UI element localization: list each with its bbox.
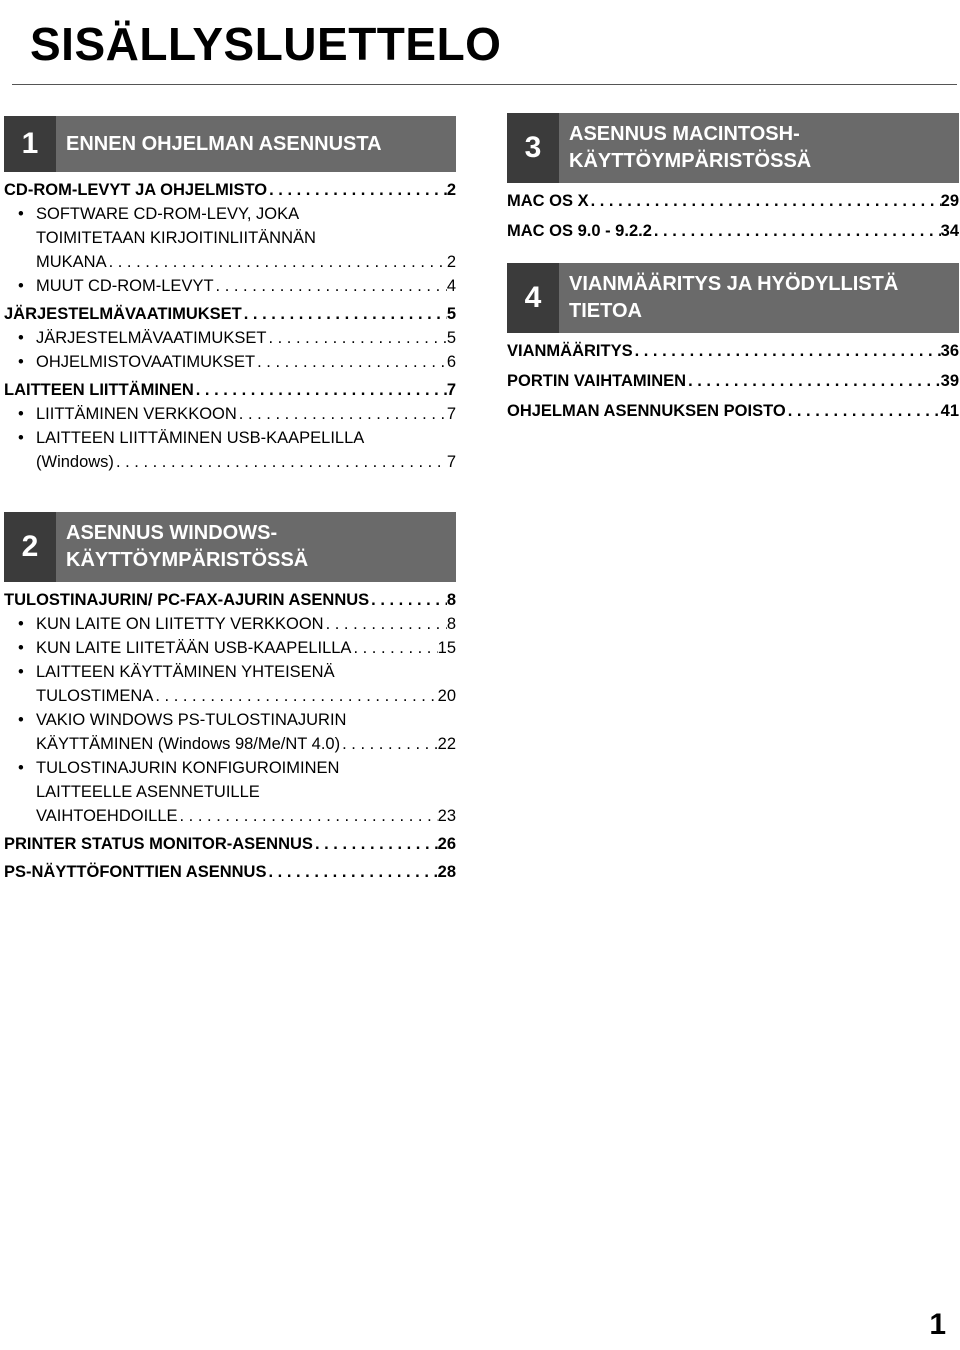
- section-4: [507, 263, 959, 423]
- toc-sub-entry[interactable]: [4, 708, 456, 756]
- toc-entry-text: TULOSTINAJURIN/ PC-FAX-AJURIN ASENNUS: [4, 591, 370, 609]
- toc-entry-text: • OHJELMISTOVAATIMUKSET: [36, 353, 256, 371]
- toc-sub-entry[interactable]: [4, 350, 456, 374]
- leader-dots: [633, 339, 941, 363]
- section-title: ASENNUS WINDOWS- KÄYTTÖYMPÄRISTÖSSÄ: [66, 522, 309, 571]
- toc-page-number: 28: [437, 863, 456, 881]
- toc-entry-text: LAITTEELLE ASENNETUILLE: [36, 783, 260, 801]
- page-title: SISÄLLYSLUETTELO: [30, 18, 502, 70]
- toc-entry-line: [4, 450, 456, 474]
- title-divider: [12, 84, 957, 85]
- toc-page-number: 7: [446, 405, 456, 423]
- leader-dots: [214, 274, 447, 298]
- toc-entry-text: OHJELMAN ASENNUKSEN POISTO: [507, 402, 786, 420]
- toc-heading-entry[interactable]: [4, 302, 456, 326]
- leader-dots: [266, 860, 437, 884]
- toc-entry-line: [4, 612, 456, 636]
- toc-entry-line: [4, 732, 456, 756]
- toc-entry-line: [4, 832, 456, 856]
- toc-entry-text: • KUN LAITE LIITETÄÄN USB-KAAPELILLA: [36, 639, 352, 657]
- leader-dots: [324, 612, 447, 636]
- toc-entry-line: [507, 219, 959, 243]
- toc-entry-text: LAITTEEN LIITTÄMINEN USB-KAAPELILLA: [36, 429, 365, 447]
- toc-entry-text: LAITTEEN KÄYTTÄMINEN YHTEISENÄ: [36, 663, 335, 681]
- toc-entry-line: [507, 339, 959, 363]
- leader-dots: [178, 804, 438, 828]
- section-number: 2: [4, 512, 56, 582]
- toc-entry-line: [4, 378, 456, 402]
- toc-entry-line: [507, 189, 959, 213]
- toc-entry-text: • LIITTÄMINEN VERKKOON: [36, 405, 237, 423]
- section-2: [4, 512, 456, 884]
- section-title: VIANMÄÄRITYS JA HYÖDYLLISTÄ TIETOA: [569, 273, 899, 322]
- column-left-top: [4, 116, 456, 494]
- toc-entry-text: CD-ROM-LEVYT JA OHJELMISTO: [4, 181, 268, 199]
- toc-page-number: 2: [446, 253, 456, 271]
- toc-entry-line: [4, 860, 456, 884]
- leader-dots: [194, 378, 447, 402]
- toc-heading-entry[interactable]: [4, 588, 456, 612]
- toc-entry-text: PS-NÄYTTÖFONTTIEN ASENNUS: [4, 863, 267, 881]
- toc-list: [507, 339, 959, 423]
- toc-entry-text: MAC OS X: [507, 192, 589, 210]
- toc-entry-text: KÄYTTÄMINEN (Windows 98/Me/NT 4.0): [36, 735, 341, 753]
- toc-sub-entry[interactable]: [4, 274, 456, 298]
- toc-entry-line: [4, 660, 456, 684]
- toc-entry-line: [4, 274, 456, 298]
- toc-sub-entry[interactable]: [4, 202, 456, 274]
- toc-entry-line: [4, 636, 456, 660]
- toc-entry-line: [4, 326, 456, 350]
- toc-entry-text: MUKANA: [36, 253, 107, 271]
- section-title: ASENNUS MACINTOSH- KÄYTTÖYMPÄRISTÖSSÄ: [569, 123, 812, 172]
- toc-page-number: 36: [940, 342, 959, 360]
- toc-page-number: 20: [437, 687, 456, 705]
- column-right: [507, 113, 959, 443]
- toc-entry-line: [4, 402, 456, 426]
- toc-entry-text: PRINTER STATUS MONITOR-ASENNUS: [4, 835, 313, 853]
- toc-entry-text: MAC OS 9.0 - 9.2.2: [507, 222, 652, 240]
- toc-entry-line: [4, 780, 456, 804]
- toc-page-number: 23: [437, 807, 456, 825]
- leader-dots: [237, 402, 447, 426]
- toc-entry-text: VIANMÄÄRITYS: [507, 342, 633, 360]
- toc-entry-line: [4, 302, 456, 326]
- toc-entry-text: LAITTEEN LIITTÄMINEN: [4, 381, 194, 399]
- leader-dots: [266, 326, 446, 350]
- toc-entry-text: (Windows): [36, 453, 114, 471]
- toc-sub-entry[interactable]: [4, 426, 456, 474]
- section-3: [507, 113, 959, 243]
- toc-heading-entry[interactable]: [507, 339, 959, 363]
- toc-page-number: 7: [446, 453, 456, 471]
- toc-page-number: 29: [940, 192, 959, 210]
- section-header: [4, 116, 456, 172]
- section-1: [4, 116, 456, 474]
- toc-entry-line: [4, 226, 456, 250]
- toc-page-number: 15: [437, 639, 456, 657]
- toc-heading-entry[interactable]: [507, 399, 959, 423]
- column-left-bottom: [4, 512, 456, 904]
- toc-sub-entry[interactable]: [4, 636, 456, 660]
- leader-dots: [589, 189, 941, 213]
- toc-entry-text: • KUN LAITE ON LIITETTY VERKKOON: [36, 615, 324, 633]
- toc-page-number: 2: [446, 181, 456, 199]
- leader-dots: [242, 302, 447, 326]
- leader-dots: [255, 350, 447, 374]
- toc-heading-entry[interactable]: [507, 219, 959, 243]
- toc-list: [4, 588, 456, 884]
- leader-dots: [340, 732, 438, 756]
- toc-list: [507, 189, 959, 243]
- toc-entry-text: VAKIO WINDOWS PS-TULOSTINAJURIN: [36, 711, 347, 729]
- toc-list: [4, 178, 456, 474]
- toc-page-number: 26: [437, 835, 456, 853]
- leader-dots: [313, 832, 438, 856]
- toc-page-number: 8: [446, 615, 456, 633]
- toc-entry-line: [4, 708, 456, 732]
- toc-sub-entry[interactable]: [4, 756, 456, 828]
- toc-entry-line: [4, 804, 456, 828]
- toc-entry-text: TOIMITETAAN KIRJOITINLIITÄNNÄN: [36, 229, 316, 247]
- leader-dots: [114, 450, 447, 474]
- toc-page-number: 22: [437, 735, 456, 753]
- toc-sub-entry[interactable]: [4, 326, 456, 350]
- section-number: 4: [507, 263, 559, 333]
- toc-entry-line: [4, 684, 456, 708]
- leader-dots: [652, 219, 941, 243]
- toc-page-number: 5: [446, 329, 456, 347]
- toc-entry-line: [4, 250, 456, 274]
- toc-page-number: 41: [940, 402, 959, 420]
- toc-page-number: 39: [940, 372, 959, 390]
- leader-dots: [267, 178, 447, 202]
- toc-sub-entry[interactable]: [4, 402, 456, 426]
- page-number: 1: [929, 1308, 946, 1341]
- toc-entry-line: [4, 588, 456, 612]
- toc-heading-entry[interactable]: [4, 832, 456, 856]
- section-header: [507, 263, 959, 333]
- toc-entry-text: PORTIN VAIHTAMINEN: [507, 372, 687, 390]
- toc-entry-line: [4, 426, 456, 450]
- toc-entry-text: TULOSTIMENA: [36, 687, 154, 705]
- toc-page-number: 34: [940, 222, 959, 240]
- toc-entry-line: [4, 178, 456, 202]
- toc-heading-entry[interactable]: [4, 178, 456, 202]
- leader-dots: [351, 636, 437, 660]
- toc-entry-line: [507, 399, 959, 423]
- leader-dots: [369, 588, 447, 612]
- section-header: [507, 113, 959, 183]
- toc-entry-line: [4, 350, 456, 374]
- toc-entry-text: VAIHTOEHDOILLE: [36, 807, 178, 825]
- toc-entry-text: JÄRJESTELMÄVAATIMUKSET: [4, 305, 242, 323]
- section-number: 3: [507, 113, 559, 183]
- toc-heading-entry[interactable]: [4, 378, 456, 402]
- toc-entry-text: • JÄRJESTELMÄVAATIMUKSET: [36, 329, 267, 347]
- leader-dots: [107, 250, 447, 274]
- toc-entry-text: SOFTWARE CD-ROM-LEVY, JOKA: [36, 205, 300, 223]
- toc-page-number: 8: [446, 591, 456, 609]
- toc-sub-entry[interactable]: [4, 612, 456, 636]
- toc-heading-entry[interactable]: [507, 369, 959, 393]
- leader-dots: [686, 369, 941, 393]
- section-title: ENNEN OHJELMAN ASENNUSTA: [66, 132, 382, 155]
- toc-entry-text: • MUUT CD-ROM-LEVYT: [36, 277, 214, 295]
- toc-page-number: 4: [446, 277, 456, 295]
- leader-dots: [153, 684, 437, 708]
- toc-heading-entry[interactable]: [507, 189, 959, 213]
- toc-heading-entry[interactable]: [4, 860, 456, 884]
- leader-dots: [786, 399, 941, 423]
- toc-entry-line: [4, 202, 456, 226]
- toc-entry-line: [4, 756, 456, 780]
- toc-entry-text: TULOSTINAJURIN KONFIGUROIMINEN: [36, 759, 340, 777]
- section-header: [4, 512, 456, 582]
- section-number: 1: [4, 116, 56, 172]
- toc-entry-line: [507, 369, 959, 393]
- toc-sub-entry[interactable]: [4, 660, 456, 708]
- toc-page-number: 6: [446, 353, 456, 371]
- toc-page-number: 7: [446, 381, 456, 399]
- toc-page-number: 5: [446, 305, 456, 323]
